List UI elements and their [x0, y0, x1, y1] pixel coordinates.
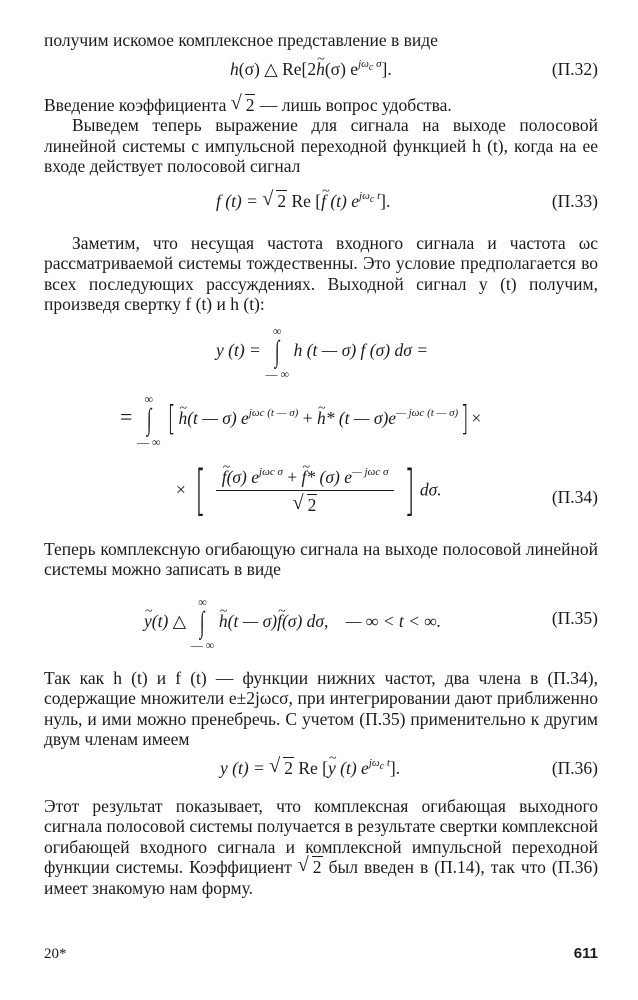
- paragraph-teper: Теперь комплексную огибающую сигнала на выходе полосовой линейной системы можно записать в виде: [44, 538, 598, 579]
- page-body: [44, 30, 598, 898]
- equation-p34-line3: × [ ~ f(σ) $e^{j\omega c \sigma}$ + ~ f* (σ) $e^{— j\omega c \sigma}$ √ 2 ] dσ. (П.34): [44, 457, 598, 537]
- integral-sign: ∞ ∫ — ∞: [190, 594, 215, 652]
- equation-number: (П.32): [551, 58, 598, 79]
- signature-mark: 20*: [44, 946, 67, 962]
- paragraph-zametim: Заметим, что несущая частота входного сигнала и частота ωc рассматриваемой системы тождественны. Это условие предполагается во всех последующих рассуждениях. Выходной сигнал y (t) получим, произведя свертку f (t) и h (t):: [44, 232, 598, 314]
- equation-p36: y (t) = √ 2 Re [~ y (t) $e^{j\omega_c t}$]. (П.36): [44, 750, 598, 788]
- equation-number: (П.36): [551, 757, 598, 778]
- paragraph-tak-kak: Так как h (t) и f (t) — функции нижних частот, два члена в (П.34), содержащие множители e±2jωcσ, при интегрировании дают приближенно нуль, и ими можно пренебречь. С учетом (П.35) применительно к другим двум членам имеем: [44, 667, 598, 749]
- fraction: ~ f(σ) $e^{j\omega c \sigma}$ + ~ f* (σ) $e^{— j\omega c \sigma}$ √ 2: [216, 467, 395, 516]
- integral-sign: ∞ ∫ — ∞: [137, 391, 161, 449]
- equation-number: (П.33): [551, 190, 598, 211]
- sqrt-two: √ 2: [231, 95, 256, 116]
- equation-p34-line1: y (t) = ∞ ∫ — ∞ h (t — σ) f (σ) dσ =: [216, 323, 429, 381]
- equation-number: (П.35): [551, 607, 598, 628]
- equation-p33-expr: f (t) = √ 2 Re [~ f (t) $e^{j\omega_c t}$].: [216, 191, 390, 212]
- equation-p33: [44, 177, 598, 223]
- paragraph-vyvedem: Выведем теперь выражение для сигнала на выходе полосовой линейной системы с импульсной переходной функцией h (t), когда на ее входе действует полосовой сигнал: [44, 115, 598, 176]
- paragraph-etot: Этот результат показывает, что комплексная огибающая выходного сигнала полосовой системы получается в результате свертки комплексной огибающей входного сигнала и комплексной импульсной переходной функции системы. Коэффициент √ 2 был введен в (П.14), так что (П.36) имеет знакомую нам форму.: [44, 796, 598, 899]
- paragraph-vvedenie: Введение коэффициента √ 2 — лишь вопрос удобства.: [44, 95, 598, 116]
- page-number: 611: [573, 945, 598, 962]
- sqrt-two: √ 2: [298, 857, 323, 878]
- page-footer: [44, 944, 598, 966]
- paragraph-intro: получим искомое комплексное представление в виде: [44, 30, 438, 50]
- equation-p32: [44, 51, 598, 91]
- equation-p32-expr: h(σ) △ Re[2~ h(σ) $e^{j\omega_c \sigma}$].: [230, 59, 392, 80]
- equation-number: (П.34): [551, 486, 598, 507]
- integral-sign: ∞ ∫ — ∞: [265, 323, 289, 381]
- equation-p34-line2: = ∞ ∫ — ∞ [~ h(t — σ) $e^{j\omega c (t — \sigma)}$ + ~ h* (t — $\sigma)e^{— j\omega c (t — \sigma)}$] ×: [44, 385, 598, 457]
- equation-p35: ~ y(t) △ ∞ ∫ — ∞ ~ h(t — σ)~ f(σ) dσ, — ∞ < t < ∞. (П.35): [44, 580, 598, 666]
